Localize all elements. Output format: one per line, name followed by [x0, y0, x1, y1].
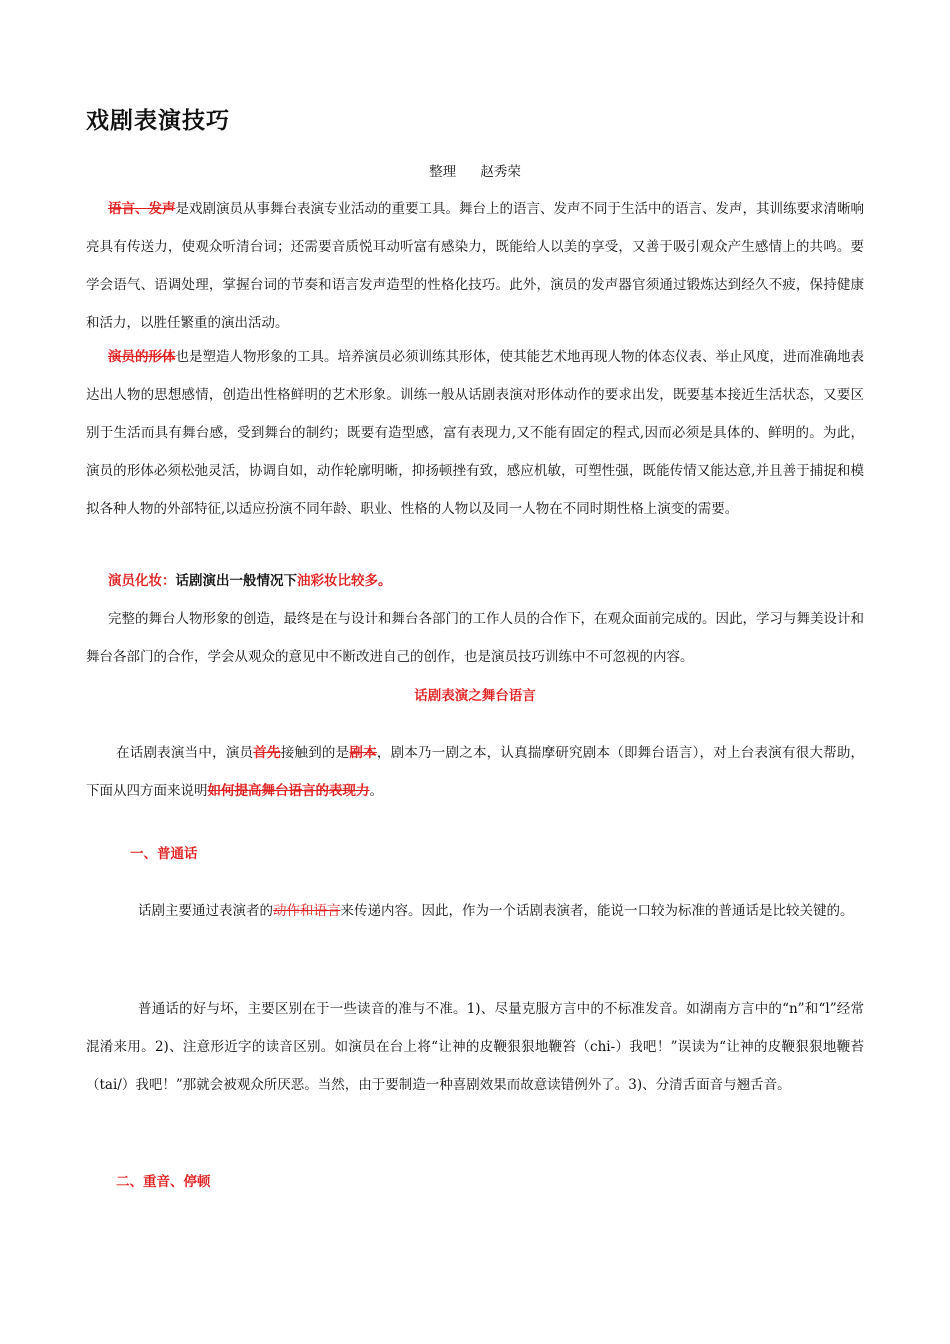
section-heading-stress-pause: 二、重音、停顿	[116, 1174, 211, 1190]
paragraph-text: 来传递内容。因此，作为一个话剧表演者，能说一口较为标准的普通话是比较关键的。	[340, 903, 854, 919]
paragraph-text: 话剧主要通过表演者的	[138, 903, 273, 919]
paragraph-text: 在话剧表演当中，演员	[116, 745, 254, 761]
section-heading-stage-language: 话剧表演之舞台语言	[414, 688, 536, 704]
paragraph-mandarin-intro	[86, 892, 864, 930]
makeup-text: 话剧演出一般情况下	[175, 573, 297, 589]
paragraph-text: 接触到的是	[280, 745, 350, 761]
author-name: 赵秀荣	[480, 164, 521, 180]
author-line	[0, 160, 950, 180]
paragraph-body-form	[86, 338, 864, 528]
paragraph-pronunciation	[86, 990, 864, 1104]
paragraph-collaboration	[86, 600, 864, 676]
paragraph-text: 是戏剧演员从事舞台表演专业活动的重要工具。舞台上的语言、发声不同于生活中的语言、发声，其训练要求清晰响亮具有传送力，使观众听清台词；还需要音质悦耳动听富有感染力，既能给人以美的享受，又善于吸引观众产生感情上的共鸣。要学会语气、语调处理，掌握台词的节奏和语言发声造型的性格化技巧。此外，演员的发声器官须通过锻炼达到经久不疲，保持健康和活力，以胜任繁重的演出活动。	[86, 201, 864, 331]
paragraph-text: 普通话的好与坏，主要区别在于一些读音的准与不准。1)、尽量克服方言中的不标准发音。如湖南方言中的“n”和“l”经常混淆来用。2)、注意形近字的读音区别。如演员在台上将“让神的皮鞭狠狠地鞭笞（chi-）我吧！”误读为“让神的皮鞭狠狠地鞭苔（tai/）我吧！”那就会被观众所厌恶。当然，由于要制造一种喜剧效果而故意读错例外了。3)、分清舌面音与翘舌音。	[86, 1001, 864, 1093]
deleted-term: 演员的形体	[108, 349, 176, 365]
paragraph-text: 完整的舞台人物形象的创造，最终是在与设计和舞台各部门的工作人员的合作下，在观众面前完成的。因此，学习与舞美设计和舞台各部门的合作，学会从观众的意见中不断改进自己的创作，也是演员技巧训练中不可忽视的内容。	[86, 611, 864, 665]
deleted-term: 语言、发声	[108, 201, 176, 217]
paragraph-text: ，剧本乃一剧之本，认真揣摩研究剧本（即舞台语言），对上台表演有很大帮助，下面从四方面来说明	[86, 745, 865, 799]
paragraph-text: 也是塑造人物形象的工具。培养演员必须训练其形体，使其能艺术地再现人物的体态仪表、举止风度，进而准确地表达出人物的思想感情，创造出性格鲜明的艺术形象。训练一般从话剧表演对形体动作的要求出发，既要基本接近生活状态，又要区别于生活而具有舞台感，受到舞台的制约；既要有造型感，富有表现力,又不能有固定的程式,因而必须是具体的、鲜明的。为此，演员的形体必须松弛灵活，协调自如，动作轮廓明晰，抑扬顿挫有致，感应机敏，可塑性强，既能传情又能达意,并且善于捕捉和模拟各种人物的外部特征,以适应扮演不同年龄、职业、性格的人物以及同一人物在不同时期性格上演变的需要。	[86, 349, 864, 517]
deleted-term: 首先	[253, 745, 281, 761]
paragraph-makeup	[86, 562, 864, 600]
section-heading-mandarin: 一、普通话	[130, 846, 198, 862]
paragraph-script	[86, 734, 864, 810]
deleted-term: 剧本	[349, 745, 377, 761]
author-label: 整理	[429, 164, 457, 180]
makeup-label: 演员化妆：	[108, 573, 176, 589]
paragraph-text: 。	[369, 783, 383, 799]
paragraph-language-voice	[86, 190, 864, 342]
makeup-highlight: 油彩妆比较多。	[297, 573, 392, 589]
deleted-term: 如何提高舞台语言的表现力	[207, 783, 370, 799]
page-title: 戏剧表演技巧	[86, 108, 230, 134]
deleted-term: 动作和语言	[273, 903, 341, 919]
